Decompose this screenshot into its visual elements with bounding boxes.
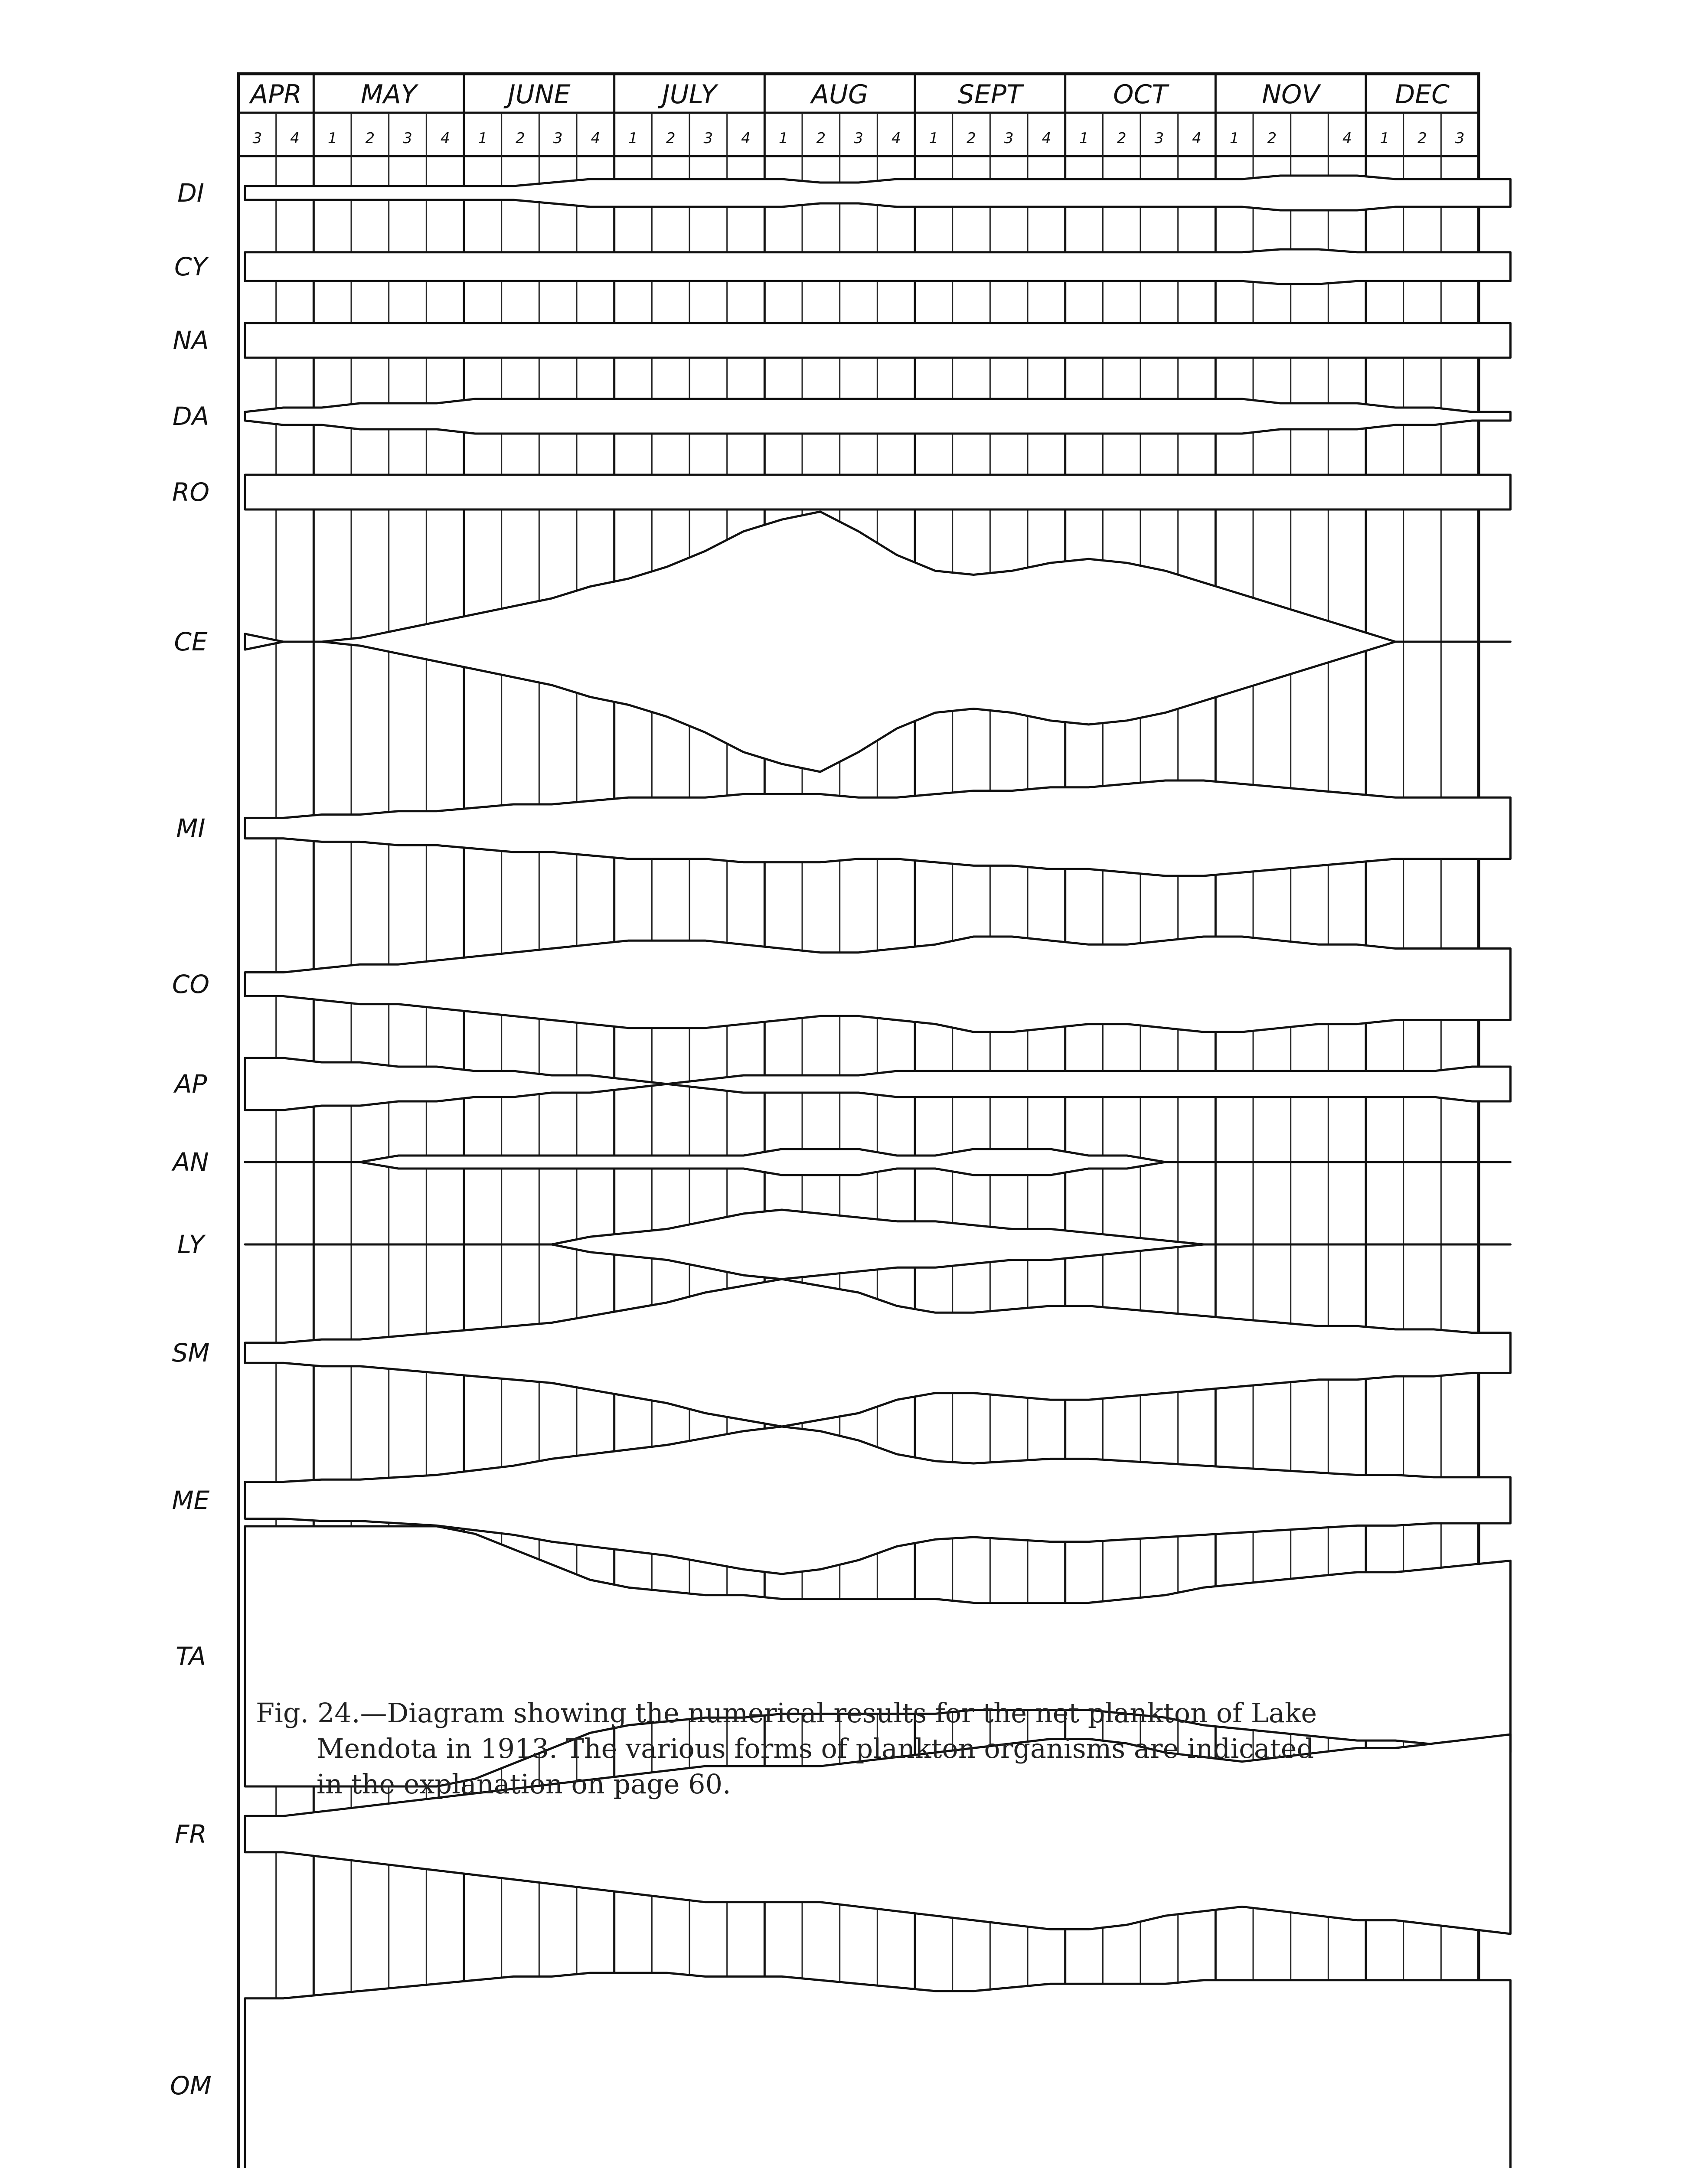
week-label: 1 — [929, 130, 939, 147]
month-label: MAY — [360, 79, 417, 110]
week-label: 1 — [327, 130, 337, 147]
week-label: 3 — [403, 130, 412, 147]
week-label: 2 — [1117, 130, 1127, 147]
week-label: 4 — [290, 130, 300, 147]
series-label-mi: MI — [176, 813, 206, 843]
kite-ce — [245, 512, 1510, 772]
week-label: 3 — [553, 130, 563, 147]
week-label: 4 — [1342, 130, 1352, 147]
figure-caption — [256, 1695, 1427, 1802]
kite-co — [245, 937, 1510, 1032]
week-label: 4 — [440, 130, 450, 147]
week-label: 2 — [1417, 130, 1427, 147]
kite-sm — [245, 1279, 1510, 1427]
kite-cy — [245, 249, 1510, 284]
series-label-ta: TA — [176, 1642, 206, 1671]
series-label-ro: RO — [172, 477, 209, 507]
week-label: 4 — [1042, 130, 1052, 147]
series-label-di: DI — [177, 178, 204, 208]
week-label: 1 — [778, 130, 788, 147]
week-label: 4 — [1192, 130, 1202, 147]
week-label: 3 — [1154, 130, 1164, 147]
kite-di — [245, 176, 1510, 210]
series-label-na: NA — [173, 326, 209, 355]
kite-ly — [245, 1210, 1510, 1279]
week-label: 2 — [1267, 130, 1277, 147]
week-label: 3 — [252, 130, 262, 147]
kite-an — [245, 1149, 1510, 1175]
kite-na — [245, 323, 1510, 358]
kite-ro — [245, 475, 1510, 509]
series-label-co: CO — [172, 970, 210, 999]
week-label: 3 — [854, 130, 863, 147]
series-label-ly: LY — [177, 1230, 205, 1259]
week-label: 1 — [1079, 130, 1089, 147]
week-label: 2 — [666, 130, 676, 147]
caption-line-3: in the explanation on page 60. — [317, 1768, 731, 1800]
month-label: AUG — [811, 79, 869, 110]
month-label: NOV — [1262, 79, 1320, 110]
caption-line-2: Mendota in 1913. The various forms of plankton organisms are indicated — [317, 1733, 1314, 1764]
series-label-om: OM — [170, 2071, 212, 2100]
series-label-me: ME — [172, 1486, 210, 1515]
kite-om — [245, 1973, 1510, 2168]
month-label: OCT — [1113, 79, 1168, 110]
week-label: 4 — [591, 130, 601, 147]
week-label: 1 — [628, 130, 638, 147]
week-label: 1 — [1229, 130, 1239, 147]
month-label: DEC — [1394, 79, 1450, 110]
week-label: 2 — [365, 130, 375, 147]
week-label: 4 — [741, 130, 751, 147]
week-label: 3 — [1455, 130, 1465, 147]
caption-line-1: Fig. 24.—Diagram showing the numerical results for the net plankton of Lake — [256, 1697, 1317, 1729]
series-label-sm: SM — [172, 1338, 210, 1368]
month-label: SEPT — [957, 79, 1022, 110]
series-label-fr: FR — [175, 1819, 207, 1849]
week-label: 4 — [891, 130, 901, 147]
series-label-cy: CY — [174, 252, 207, 281]
series-label-ap: AP — [174, 1069, 207, 1099]
week-label: 2 — [816, 130, 826, 147]
kite-da — [245, 399, 1510, 434]
series-label-an: AN — [173, 1147, 209, 1177]
week-label: 1 — [1380, 130, 1390, 147]
week-label: 2 — [967, 130, 976, 147]
week-label: 2 — [516, 130, 525, 147]
week-label: 3 — [1004, 130, 1014, 147]
series-label-ce: CE — [174, 627, 208, 656]
week-label: 1 — [478, 130, 488, 147]
month-label: JUNE — [508, 79, 571, 110]
series-label-da: DA — [172, 402, 209, 431]
week-label: 3 — [703, 130, 713, 147]
month-label: JULY — [662, 79, 717, 110]
month-label: APR — [250, 79, 302, 110]
